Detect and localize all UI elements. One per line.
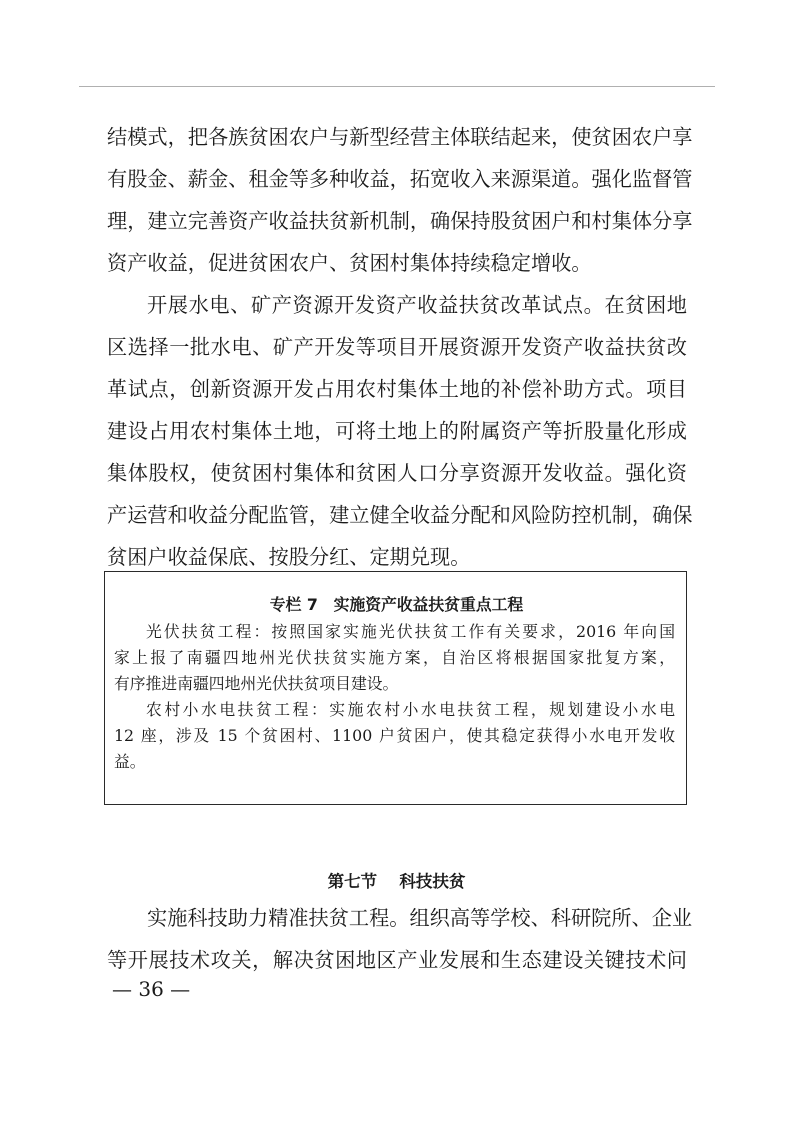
feature-box-line: 农村小水电扶贫工程：实施农村小水电扶贫工程，规划建设小水电: [146, 700, 675, 719]
paragraph-line: 开展水电、矿产资源开发资产收益扶贫改革试点。在贫困地: [147, 293, 687, 317]
header-rule: [79, 86, 715, 87]
paragraph-line: 产运营和收益分配监管，建立健全收益分配和风险防控机制，确保: [107, 503, 693, 527]
paragraph-line: 区选择一批水电、矿产开发等项目开展资源开发资产收益扶贫改: [107, 335, 687, 359]
paragraph-line: 资产收益，促进贫困农户、贫困村集体持续稳定增收。: [107, 251, 592, 275]
paragraph-line: 有股金、薪金、租金等多种收益，拓宽收入来源渠道。强化监督管: [107, 167, 693, 191]
feature-box-title: 专栏 7 实施资产收益扶贫重点工程: [269, 595, 524, 614]
paragraph-line: 结模式，把各族贫困农户与新型经营主体联结起来，使贫困农户享: [107, 125, 693, 149]
feature-box-line: 光伏扶贫工程：按照国家实施光伏扶贫工作有关要求，2016 年向国: [146, 622, 675, 641]
paragraph-line: 建设占用农村集体土地，可将土地上的附属资产等折股量化形成: [107, 419, 687, 443]
feature-box-line: 家上报了南疆四地州光伏扶贫实施方案，自治区将根据国家批复方案，: [114, 648, 675, 667]
paragraph-line: 集体股权，使贫困村集体和贫困人口分享资源开发收益。强化资: [107, 461, 687, 485]
paragraph-line: 革试点，创新资源开发占用农村集体土地的补偿补助方式。项目: [107, 377, 687, 401]
feature-box-line: 有序推进南疆四地州光伏扶贫项目建设。: [114, 674, 399, 693]
page-number: — 36 —: [112, 977, 191, 1001]
paragraph-line: 等开展技术攻关，解决贫困地区产业发展和生态建设关键技术问: [107, 948, 687, 972]
feature-box-line: 12 座，涉及 15 个贫困村、1100 户贫困户，使其稳定获得小水电开发收: [114, 726, 675, 745]
paragraph-line: 贫困户收益保底、按股分红、定期兑现。: [107, 545, 471, 569]
paragraph-line: 理，建立完善资产收益扶贫新机制，确保持股贫困户和村集体分享: [107, 209, 693, 233]
feature-box-line: 益。: [114, 752, 146, 771]
section-heading: 第七节 科技扶贫: [327, 872, 466, 891]
paragraph-line: 实施科技助力精准扶贫工程。组织高等学校、科研院所、企业: [147, 906, 693, 930]
